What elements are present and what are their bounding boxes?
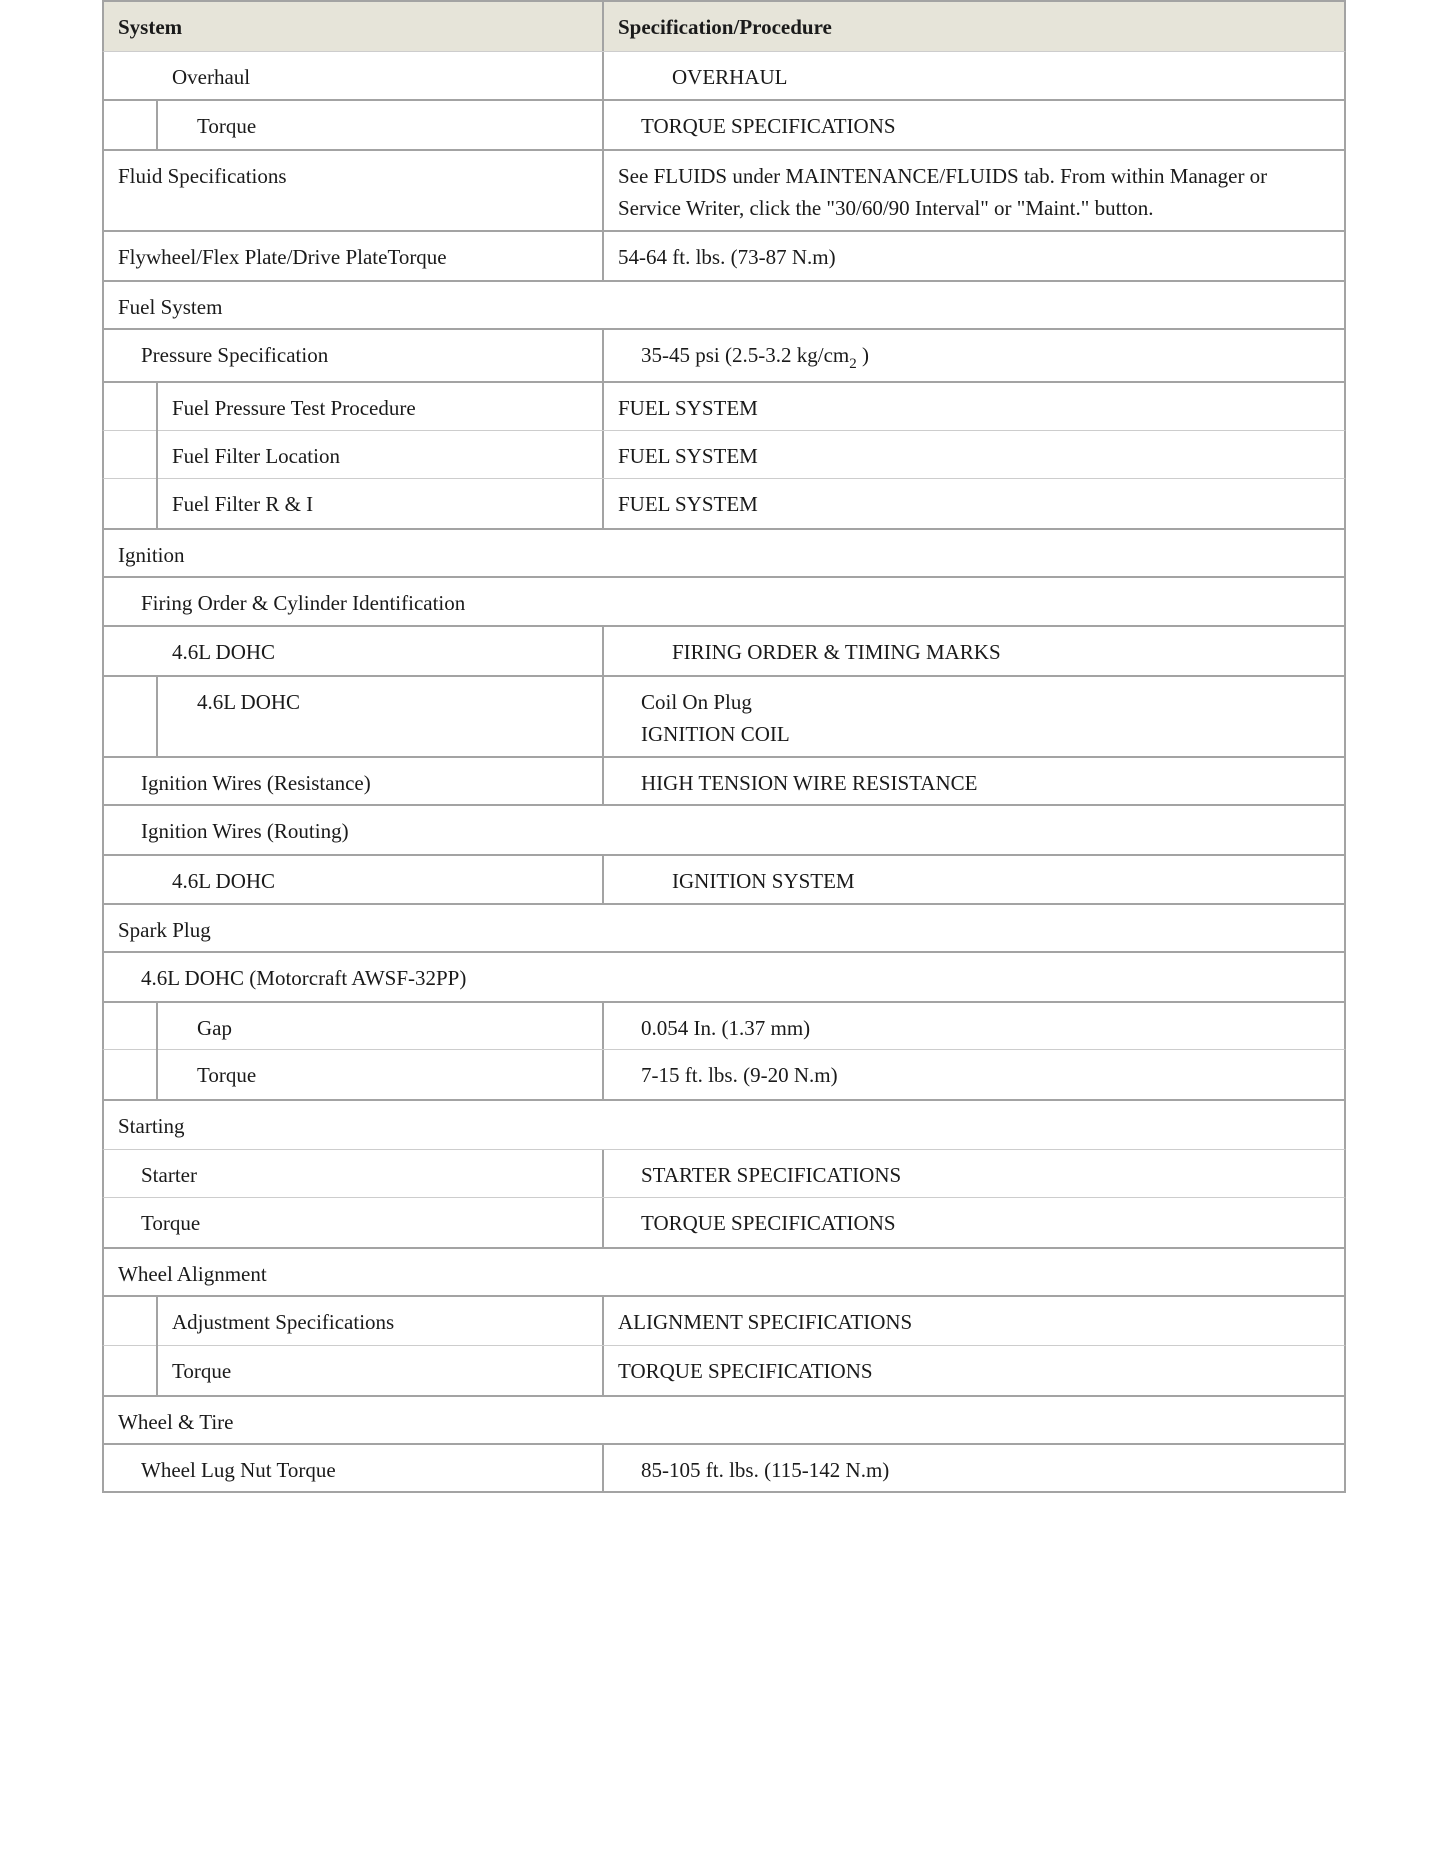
section-title: Wheel & Tire [118,1410,234,1434]
row-spec-link[interactable]: STARTER SPECIFICATIONS [641,1163,902,1187]
spec-line: Coil On Plug [641,690,752,714]
row-spec: 54-64 ft. lbs. (73-87 N.m) [618,245,836,269]
table-header-row [102,0,1346,51]
header-system: System [104,2,604,51]
table-row [102,1197,1346,1247]
indent-divider [156,1295,158,1345]
spec-text-end: ) [856,343,869,367]
row-spec [604,330,1344,381]
row-system: Starter [104,1150,604,1197]
row-spec: 0.054 In. (1.37 mm) [641,1016,811,1040]
section-row [102,804,1346,854]
row-system-label: Gap [197,1016,232,1040]
table-row [102,756,1346,804]
spec-line: Service Writer, click the "30/60/90 Interval" or "Maint." button. [618,196,1154,220]
table-row [102,625,1346,675]
row-spec-link[interactable]: FIRING ORDER & TIMING MARKS [672,640,1001,664]
section-row [102,1099,1346,1149]
row-system-label: Fuel Filter R & I [172,492,314,516]
section-row [102,280,1346,328]
table-row [102,381,1346,430]
table-row [102,1149,1346,1197]
row-spec-link[interactable]: TORQUE SPECIFICATIONS [618,1359,873,1383]
row-system: Overhaul [104,52,604,99]
row-system-label: Torque [172,1359,232,1383]
row-system [104,677,604,756]
header-spec: Specification/Procedure [618,15,832,39]
row-system-label: Fuel Pressure Test Procedure [172,396,416,420]
row-spec-link[interactable]: TORQUE SPECIFICATIONS [641,1211,896,1235]
row-system-label: Torque [197,1063,257,1087]
row-system: 4.6L DOHC [104,856,604,903]
section-title: Spark Plug [118,918,211,942]
table-row [102,675,1346,756]
spec-text: 35-45 psi (2.5-3.2 kg/cm [641,343,850,367]
indent-divider [156,477,158,528]
spec-line-link[interactable]: IGNITION COIL [641,722,790,746]
indent-divider [156,381,158,430]
spec-line: See FLUIDS under MAINTENANCE/FLUIDS tab. From within Manager or [618,164,1268,188]
section-row [102,528,1346,576]
section-row [102,1395,1346,1443]
indent-divider [156,99,158,149]
table-row [102,1443,1346,1493]
table-row [102,149,1346,230]
row-system [104,1297,604,1345]
indent-divider [156,429,158,478]
subsection-title: Ignition Wires (Routing) [141,819,349,843]
row-system [104,383,604,430]
table-row [102,99,1346,149]
row-spec: 85-105 ft. lbs. (115-142 N.m) [641,1458,890,1482]
row-system-label: Adjustment Specifications [172,1310,395,1334]
row-spec-link[interactable]: OVERHAUL [672,65,788,89]
row-system [104,479,604,528]
spec-table [102,0,1346,1493]
row-system-label: Fuel Filter Location [172,444,340,468]
row-system: Torque [104,1198,604,1247]
section-row [102,1247,1346,1295]
indent-divider [156,1344,158,1395]
indent-divider [156,675,158,756]
row-system [104,1003,604,1049]
section-row [102,951,1346,1001]
row-spec-link[interactable]: FUEL SYSTEM [618,396,758,420]
row-spec-link[interactable]: TORQUE SPECIFICATIONS [641,114,896,138]
row-system: Fluid Specifications [104,151,604,230]
row-system [104,1346,604,1395]
row-system [104,1050,604,1099]
table-row [102,51,1346,99]
row-spec-link[interactable]: FUEL SYSTEM [618,444,758,468]
row-spec-link[interactable]: FUEL SYSTEM [618,492,758,516]
row-system: Pressure Specification [104,330,604,381]
row-system [104,431,604,478]
row-system-label: 4.6L DOHC [197,690,301,714]
section-title: Wheel Alignment [118,1262,267,1286]
section-row [102,576,1346,625]
subsection-title: 4.6L DOHC (Motorcraft AWSF-32PP) [141,966,467,990]
table-row [102,1001,1346,1049]
row-system: Ignition Wires (Resistance) [104,758,604,804]
table-row [102,1345,1346,1395]
section-title: Starting [118,1114,185,1138]
table-row [102,430,1346,478]
table-row [102,1295,1346,1345]
spec-subscript: 2 [849,356,857,372]
row-system: 4.6L DOHC [104,627,604,675]
row-spec-link[interactable]: HIGH TENSION WIRE RESISTANCE [641,771,978,795]
table-row [102,478,1346,528]
table-row [102,328,1346,381]
section-row [102,903,1346,951]
section-title: Fuel System [118,295,223,319]
subsection-title: Firing Order & Cylinder Identification [141,591,466,615]
table-row [102,230,1346,280]
row-spec: 7-15 ft. lbs. (9-20 N.m) [641,1063,838,1087]
row-spec-link[interactable]: IGNITION SYSTEM [672,869,855,893]
row-system [104,101,604,149]
table-row [102,854,1346,903]
row-system-label: Torque [197,114,257,138]
table-row [102,1049,1346,1099]
indent-divider [156,1001,158,1049]
row-system: Flywheel/Flex Plate/Drive PlateTorque [104,232,604,280]
indent-divider [156,1048,158,1099]
row-spec [604,151,1344,230]
row-spec-link[interactable]: ALIGNMENT SPECIFICATIONS [618,1310,913,1334]
row-system: Wheel Lug Nut Torque [104,1445,604,1491]
section-title: Ignition [118,543,185,567]
row-spec [604,677,1344,756]
